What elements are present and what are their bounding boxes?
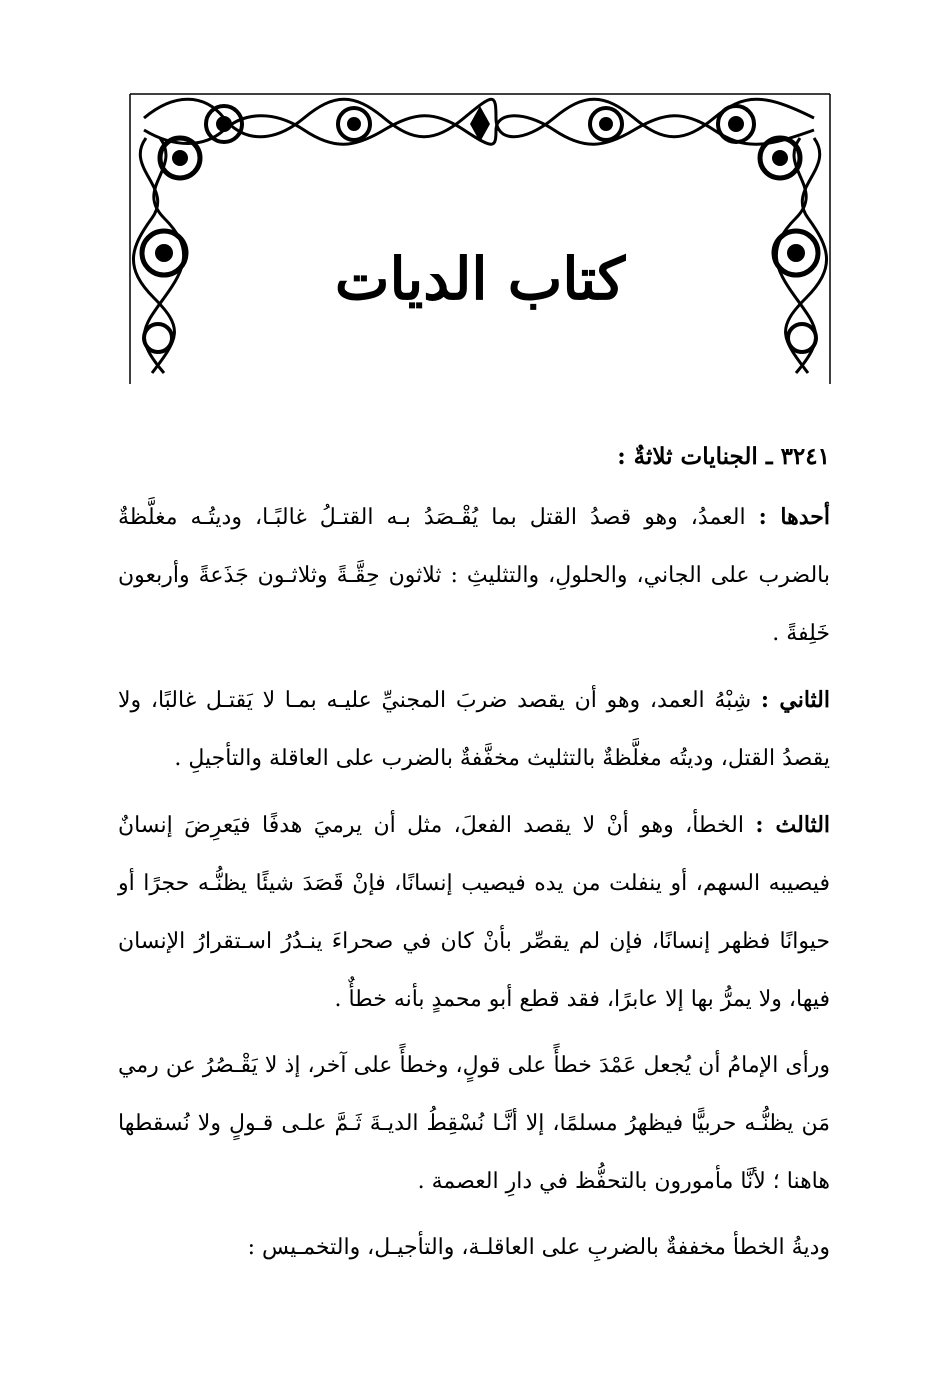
section-number: ٣٢٤١ ـ [765, 443, 830, 470]
paragraph-first [118, 488, 830, 663]
section-heading [118, 428, 830, 486]
ornamental-frame [124, 88, 836, 386]
paragraph-lead: أحدها : [758, 504, 830, 530]
paragraph-text: العمدُ، وهو قصدُ القتل بما يُقْـصَدُ بـه القتـلُ غالبًـا، وديتُـه مغلَّظةٌ بالضرب على الجاني، والحلولِ، والتثليثِ : ثلاثون حِقَّـةً وثلاثـون جَذَعةً وأربعون خَلِفةً . [118, 505, 830, 646]
paragraph-khata-diya [118, 1219, 830, 1277]
paragraph-second [118, 671, 830, 788]
paragraph-text: ورأى الإمامُ أن يُجعل عَمْدَ خطأً على قولٍ، وخطأً على آخر، إذ لا يَقْـصُرُ عن رمي مَن يظنُّـه حربيًّا فيظهرُ مسلمًا، إلا أنَّـا نُسْقِطُ الديـةَ ثَـمَّ علـى قـولٍ ولا نُسقطها هاهنا ؛ لأنَّا مأمورون بالتحفُّظ في دارِ العصمة . [118, 1053, 830, 1194]
book-title: كتاب الديات [334, 245, 626, 313]
section-title: الجنايات ثلاثةٌ : [617, 443, 758, 470]
paragraph-lead: الثالث : [755, 812, 831, 838]
paragraph-third [118, 796, 830, 1029]
paragraph-text: وديةُ الخطأ مخففةٌ بالضربِ على العاقلـة، والتأجيـل، والتخمـيس : [247, 1235, 830, 1260]
paragraph-lead: الثاني : [760, 687, 830, 713]
main-text [118, 428, 830, 1285]
paragraph-text: شِبْهُ العمد، وهو أن يقصد ضربَ المجنيِّ عليـه بمـا لا يَقتـل غالبًا، ولا يقصدُ القتل، وديتُه مغلَّظةٌ بالتثليث مخفَّفةٌ بالضرب على العاقلة والتأجيلِ . [118, 688, 830, 771]
paragraph-imam-opinion [118, 1037, 830, 1211]
paragraph-text: الخطأ، وهو أنْ لا يقصد الفعلَ، مثل أن يرميَ هدفًا فيَعرِضَ إنسانٌ فيصيبه السهم، أو ينفلت من يده فيصيب إنسانًا، فإنْ قَصَدَ شيئًا يظنُّـه حجرًا أو حيوانًا فظهر إنسانًا، فإن لم يقصِّر بأنْ كان في صحراءَ ينـدُرُ اسـتقرارُ الإنسان فيها، ولا يمرُّ بها إلا عابرًا، فقد قطع أبو محمدٍ بأنه خطأٌ . [118, 813, 830, 1012]
